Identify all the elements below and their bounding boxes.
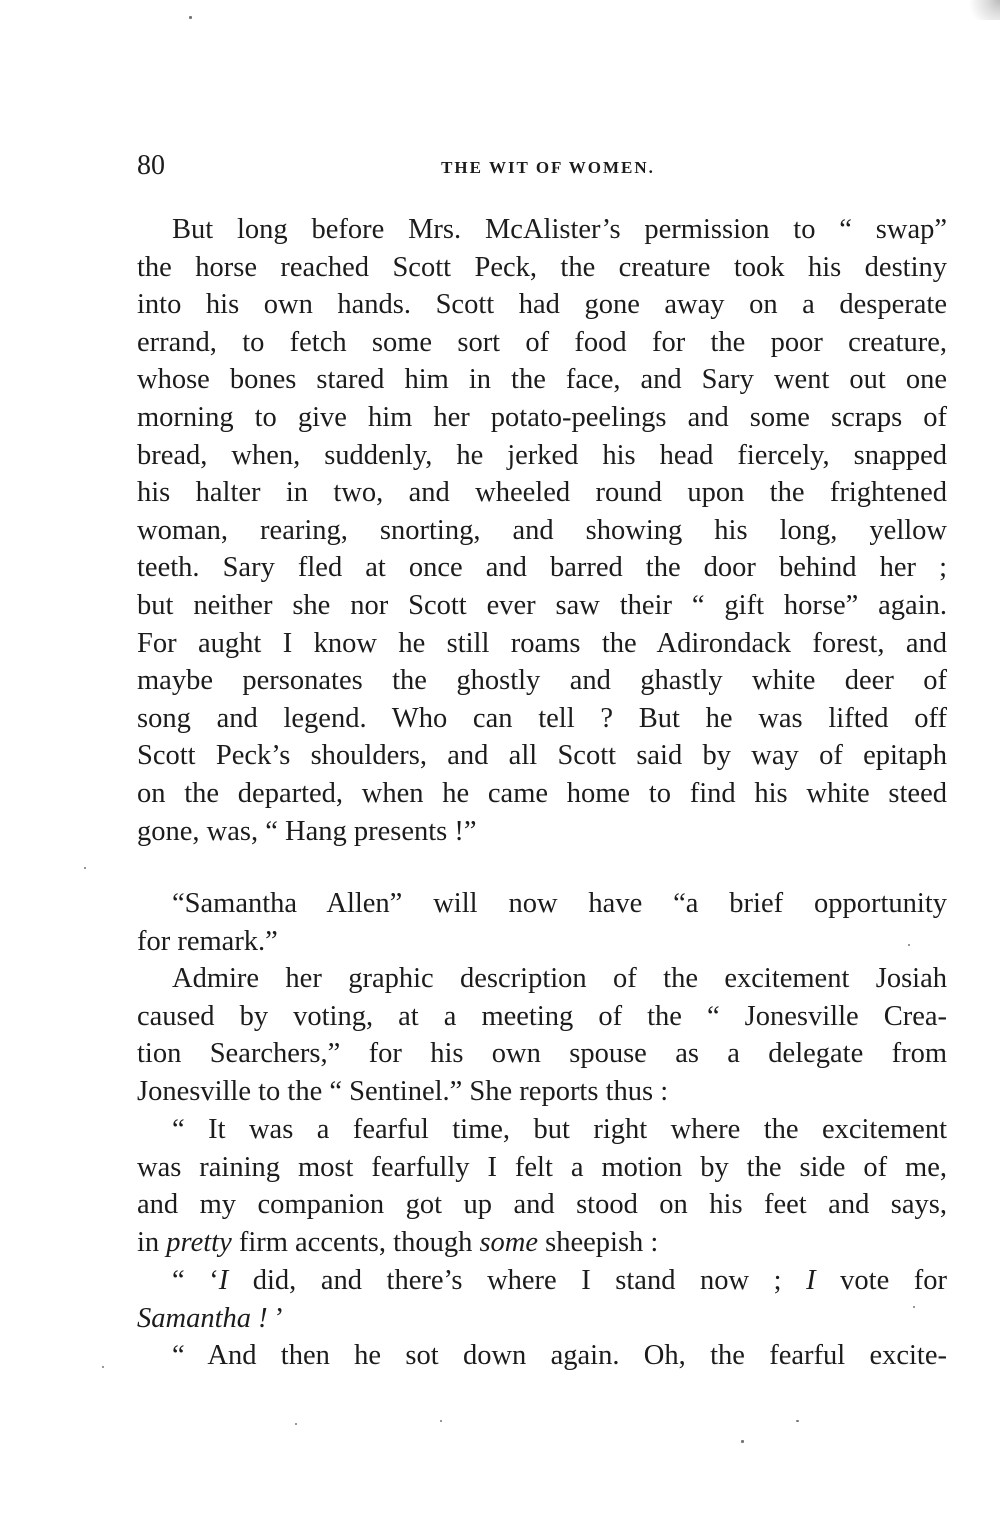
scan-speck (741, 1440, 744, 1443)
text-line: “ And then he sot down again. Oh, the fearful excite- (172, 1340, 947, 1371)
paragraph-fearful-time (137, 1111, 947, 1261)
text-line: for remark.” (137, 925, 278, 957)
text-line: and my companion got up and stood on his feet and says, (137, 1189, 947, 1221)
italic-run: I (806, 1265, 816, 1296)
scan-speck (295, 1423, 297, 1425)
scan-speck (102, 1366, 104, 1368)
text-line: into his own hands. Scott had gone away on a desperate (137, 289, 947, 321)
paragraph-samantha-intro (137, 885, 947, 960)
text-line (137, 1300, 947, 1338)
scan-speck (908, 944, 910, 946)
text-run: ’ (267, 1302, 285, 1334)
italic-run: some (479, 1226, 539, 1258)
text-line: But long before Mrs. McAlister’s permission to “ swap” (172, 214, 947, 245)
scan-speck (796, 1420, 799, 1422)
text-line: was raining most fearfully I felt a motion by the side of me, (137, 1151, 947, 1183)
italic-run: I (218, 1265, 229, 1296)
text-line: woman, rearing, snorting, and showing his long, yellow (137, 514, 947, 546)
text-line: Admire her graphic description of the excitement Josiah (172, 963, 947, 994)
text-line: tion Searchers,” for his own spouse as a delegate from (137, 1038, 947, 1070)
text-line: caused by voting, at a meeting of the “ Jonesville Crea- (137, 1000, 947, 1032)
italic-run: pretty (166, 1226, 232, 1258)
text-run: vote for (815, 1265, 947, 1296)
text-run: sheepish : (538, 1226, 659, 1258)
text-run: firm accents, though (231, 1226, 480, 1258)
text-line: Scott Peck’s shoulders, and all Scott said by way of epitaph (137, 740, 947, 772)
scan-corner-smudge (960, 0, 1000, 20)
running-title: THE WIT OF WOMEN. (441, 158, 655, 177)
text-line: on the departed, when he came home to find his white steed (137, 777, 947, 809)
scan-speck (84, 867, 86, 869)
text-line: the horse reached Scott Peck, the creature took his destiny (137, 251, 947, 283)
text-line: whose bones stared him in the face, and Sary went out one (137, 364, 947, 396)
paragraph-scott-peck (137, 211, 947, 850)
text-line: teeth. Sary fled at once and barred the door behind her ; (137, 552, 947, 584)
text-line: maybe personates the ghostly and ghastly white deer of (137, 665, 947, 697)
text-line: “ It was a fearful time, but right where the excitement (172, 1114, 947, 1145)
text-line: his halter in two, and wheeled round upon the frightened (137, 477, 947, 509)
text-line: Jonesville to the “ Sentinel.” She reports thus : (137, 1075, 669, 1107)
paragraph-sot-down (137, 1337, 947, 1375)
text-line: For aught I know he still roams the Adirondack forest, and (137, 627, 947, 659)
text-line: morning to give him her potato-peelings and some scraps of (137, 401, 947, 433)
scan-speck (189, 16, 192, 19)
text-line: errand, to fetch some sort of food for the poor creature, (137, 326, 947, 358)
paragraph-i-vote (137, 1262, 947, 1337)
text-line: gone, was, “ Hang presents !” (137, 815, 477, 847)
page-header (137, 148, 949, 184)
scan-speck (440, 1420, 442, 1422)
text-line: but neither she nor Scott ever saw their “ gift horse” again. (137, 589, 947, 621)
italic-run: Samantha ! (137, 1302, 268, 1334)
text-run: “ ‘ (172, 1265, 219, 1296)
text-line (137, 1224, 947, 1262)
text-run: did, and there’s where I stand now ; (228, 1265, 807, 1296)
text-line: “Samantha Allen” will now have “a brief opportunity (172, 888, 947, 919)
text-line: song and legend. Who can tell ? But he was lifted off (137, 702, 947, 734)
page-number: 80 (137, 150, 165, 181)
text-run: in (137, 1226, 167, 1258)
paragraph-josiah-voting (137, 960, 947, 1110)
text-line (137, 1262, 947, 1300)
scan-speck (913, 1306, 915, 1308)
text-line: bread, when, suddenly, he jerked his head fiercely, snapped (137, 439, 947, 471)
